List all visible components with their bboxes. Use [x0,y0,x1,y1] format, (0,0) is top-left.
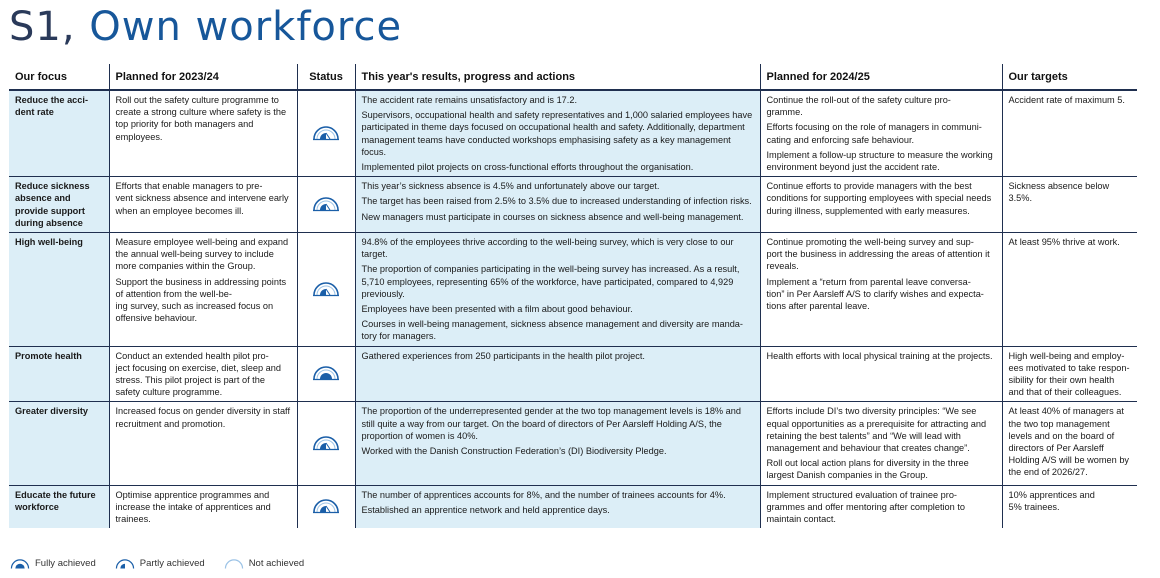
planned-2024-25-cell-paragraph: Roll out local action plans for diversity in the three largest Danish companies in the Group. [766,458,969,481]
table-row [9,90,1137,177]
partly-achieved-icon [312,495,340,515]
not-achieved-icon [223,556,245,570]
focus-cell [9,485,109,528]
focus-cell [9,346,109,402]
header-planned-2024-25: Planned for 2024/25 [760,64,1002,90]
legend-partly-achieved [114,556,205,570]
results-cell [355,402,760,485]
planned-2023-24-cell-paragraph: Roll out the safety culture programme to create a strong culture where safety is the top priority for both managers and employees. [115,95,287,142]
results-cell [355,90,760,177]
planned-2023-24-cell [109,485,297,528]
planned-2024-25-cell-paragraph: Efforts include DI’s two diversity principles: “We see equal opportunities as a prerequisite for attracting and retaining the best talents” and “We will lead with management and behaviour that creates change”. [766,406,987,454]
focus-cell-paragraph: High well-being [15,237,83,248]
partly-achieved-icon [312,193,340,213]
planned-2023-24-cell [109,233,297,347]
planned-2024-25-cell [760,402,1002,485]
planned-2024-25-cell [760,485,1002,528]
results-cell [355,346,760,402]
table-body [9,90,1137,528]
header-targets: Our targets [1002,64,1137,90]
planned-2023-24-cell-paragraph: Optimise apprentice programmes and increase the intake of apprentices and trainees. [115,489,271,525]
target-cell-paragraph: At least 95% thrive at work. [1008,237,1120,248]
table-row [9,177,1137,233]
status-legend [9,556,304,570]
results-cell-paragraph: The target has been raised from 2.5% to 3.5% due to increased understanding of infection risks. [361,196,752,207]
fully-achieved-icon [312,362,340,382]
target-cell-paragraph: At least 40% of managers at the two top management levels and on the board of directors of Per Aarsleff Holding A/S will be women by the end of 2026/27. [1008,406,1130,478]
planned-2024-25-cell-paragraph: Continue efforts to provide managers with the best conditions for supporting employees with special needs during illness, supplemented with early measures. [766,181,992,216]
focus-cell [9,402,109,485]
target-cell-paragraph: High well-being and employ- ees motivated to take respon- sibility for their own health and that of their colleagues. [1008,350,1130,398]
target-cell-paragraph: Accident rate of maximum 5. [1008,95,1125,105]
target-cell [1002,233,1137,347]
results-cell-paragraph: Gathered experiences from 250 participants in the health pilot project. [361,350,645,361]
header-focus: Our focus [15,70,67,83]
planned-2024-25-cell [760,346,1002,402]
results-cell-paragraph: Courses in well-being management, sickness absence management and diversity are manda- tory for managers. [361,319,743,342]
title-name: Own workforce [89,4,403,50]
focus-cell [9,90,109,177]
planned-2023-24-cell-paragraph: Measure employee well-being and expand the annual well-being survey to include more companies within the Group. [115,237,289,272]
target-cell [1002,402,1137,485]
planned-2024-25-cell-paragraph: Efforts focusing on the role of managers in communi- cating and enforcing safe behaviour. [766,122,982,145]
table-row [9,485,1137,528]
fully-achieved-icon [9,556,31,570]
planned-2024-25-cell [760,233,1002,347]
legend-fully-achieved [9,556,96,570]
planned-2023-24-cell-paragraph: Conduct an extended health pilot pro- ject focusing on exercise, diet, sleep and stress. This pilot project is part of the safety culture programme. [115,350,281,398]
planned-2024-25-cell-paragraph: Health efforts with local physical training at the projects. [766,350,993,361]
table-row [9,402,1137,485]
header-status: Status [297,64,355,90]
focus-cell [9,233,109,347]
planned-2024-25-cell [760,177,1002,233]
target-cell-paragraph: 10% apprentices and 5% trainees. [1008,489,1095,512]
focus-cell-paragraph: Reduce sickness absence and provide support during absence [15,181,90,228]
planned-2024-25-cell-paragraph: Continue promoting the well-being survey and sup- port the business in addressing the areas of attention it reveals. [766,237,990,272]
header-results: This year's results, progress and actions [355,64,760,90]
results-cell-paragraph: The proportion of the underrepresented gender at the two top management levels is 18% and still quite a way from our target. On the board of directors of Per Aarsleff Holding A/S, the proportion of women is 40%. [361,406,741,441]
results-cell-paragraph: Employees have been presented with a film about good behaviour. [361,304,633,315]
table-row [9,346,1137,402]
status-cell [297,346,355,402]
focus-cell-paragraph: Promote health [15,350,82,361]
legend-not-achieved [223,556,304,570]
status-cell [297,177,355,233]
results-cell-paragraph: Worked with the Danish Construction Federation’s (DI) Biodiversity Pledge. [361,446,667,457]
legend-not-label: Not achieved [248,557,305,569]
results-cell-paragraph: The accident rate remains unsatisfactory and is 17.2. [361,95,578,105]
header-planned-2023-24: Planned for 2023/24 [109,64,297,90]
table-header-row [9,64,1137,90]
target-cell [1002,90,1137,177]
planned-2023-24-cell [109,90,297,177]
results-cell-paragraph: This year’s sickness absence is 4.5% and unfortunately above our target. [361,181,660,192]
focus-cell-paragraph: Reduce the acci- dent rate [15,95,89,118]
partly-achieved-icon [114,556,136,570]
focus-cell-paragraph: Greater diversity [15,406,89,417]
results-cell [355,485,760,528]
results-cell-paragraph: 94.8% of the employees thrive according to the well-being survey, which is very close to our target. [361,237,734,260]
results-cell [355,177,760,233]
target-cell [1002,346,1137,402]
target-cell [1002,485,1137,528]
planned-2023-24-cell-paragraph: Efforts that enable managers to pre- vent sickness absence and intervene early when an employee becomes ill. [115,181,289,216]
target-cell-paragraph: Sickness absence below 3.5%. [1008,181,1110,204]
target-cell [1002,177,1137,233]
planned-2024-25-cell-paragraph: Implement structured evaluation of trainee pro- grammes and offer mentoring after completion to maintain contact. [766,489,965,525]
results-cell-paragraph: The number of apprentices accounts for 8%, and the number of trainees accounts for 4%. [361,489,726,500]
planned-2024-25-cell-paragraph: Continue the roll-out of the safety culture pro- gramme. [766,95,951,118]
status-cell [297,90,355,177]
partly-achieved-icon [312,432,340,452]
page-title [9,3,402,51]
results-cell-paragraph: The proportion of companies participating in the well-being survey has increased. As a result, 5,710 employees, representing 65% of the workforce, have participated, compared to 4,929 previously. [361,264,740,299]
planned-2024-25-cell-paragraph: Implement a follow-up structure to measure the working environment beyond just the accident rate. [766,149,993,173]
planned-2023-24-cell-paragraph: Support the business in addressing points of attention from the well-be- ing survey, such as increased focus on offensive behaviour. [115,276,287,324]
partly-achieved-icon [312,122,340,142]
title-code: S1, [9,4,76,50]
results-cell-paragraph: Supervisors, occupational health and safety representatives and 1,000 salaried employees have participated in theme days focused on occupational health and safety. Additionally, department management teams have conducted workshops emphasising safety as a key management focus. [361,110,753,157]
results-cell-paragraph: New managers must participate in courses on sickness absence and well-being management. [361,211,744,222]
planned-2023-24-cell-paragraph: Increased focus on gender diversity in staff recruitment and promotion. [115,406,290,429]
planned-2024-25-cell-paragraph: Implement a “return from parental leave conversa- tion” in Per Aarsleff A/S to clarify wishes and expecta- tions after parental leave. [766,276,984,312]
status-cell [297,485,355,528]
planned-2024-25-cell [760,90,1002,177]
status-cell [297,233,355,347]
workforce-table [9,64,1137,528]
legend-fully-label: Fully achieved [35,557,96,569]
planned-2023-24-cell [109,177,297,233]
status-cell [297,402,355,485]
focus-cell [9,177,109,233]
planned-2023-24-cell [109,346,297,402]
focus-cell-paragraph: Educate the future workforce [15,489,96,512]
table-row [9,233,1137,347]
legend-partly-label: Partly achieved [139,557,205,569]
partly-achieved-icon [312,278,340,298]
results-cell [355,233,760,347]
planned-2023-24-cell [109,402,297,485]
results-cell-paragraph: Implemented pilot projects on cross-functional efforts throughout the organisation. [361,162,694,173]
results-cell-paragraph: Established an apprentice network and held apprentice days. [361,504,610,515]
